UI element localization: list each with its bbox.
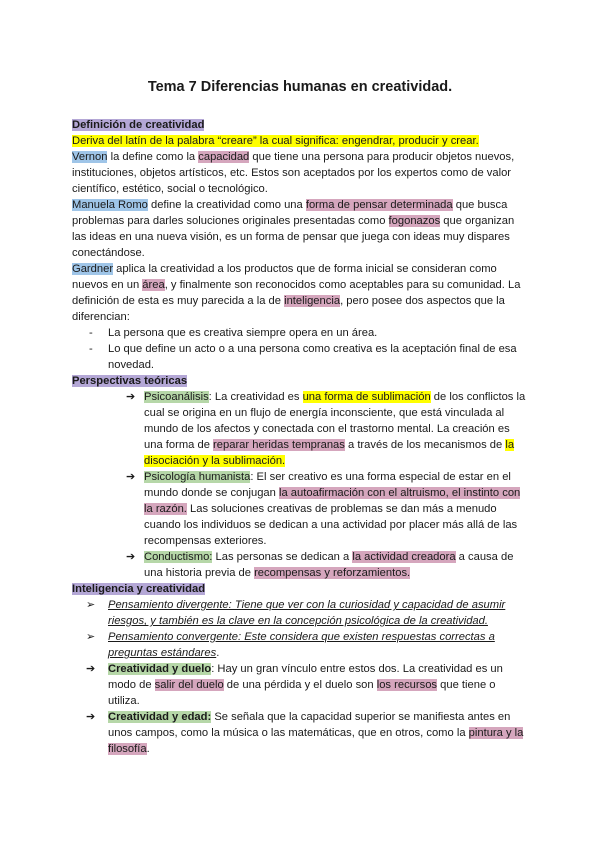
list-item-duelo: ➔ Creatividad y duelo: Hay un gran vínculo entre estos dos. La creatividad es un modo de salir del duelo de una pérdida y el duelo son los recursos que tiene o utiliza. <box>86 663 503 707</box>
keyword-area: área <box>142 279 165 291</box>
page-title: Tema 7 Diferencias humanas en creatividad. <box>147 79 453 95</box>
author-vernon: Vernon <box>72 151 108 163</box>
keyword-forma-pensar: forma de pensar determinada <box>305 199 453 211</box>
author-gardner: Gardner <box>72 263 114 275</box>
list-item: - Lo que define un acto o a una persona como creativa es la aceptación final de esa novedad. <box>89 343 517 371</box>
romo-paragraph: Manuela Romo define la creatividad como una forma de pensar determinada que busca problemas para darles soluciones originales presentadas como fogonazos que organizan las ideas en una nueva visión, es un forma de pensar que juega con ideas muy dispares conectándose. <box>72 199 515 259</box>
list-item-convergente: ➢ Pensamiento convergente: Este considera que existen respuestas correctas a preguntas estándares. <box>86 631 495 659</box>
keyword-inteligencia: inteligencia <box>284 295 341 307</box>
list-item: - La persona que es creativa siempre opera en un área. <box>89 327 378 339</box>
triangle-arrow-icon: ➢ <box>86 599 96 611</box>
arrow-icon: ➔ <box>126 471 136 483</box>
etymology-paragraph: Deriva del latín de la palabra “creare” la cual significa: engendrar, producir y crear. <box>72 135 479 147</box>
document-page <box>72 78 528 757</box>
section-heading-inteligencia: Inteligencia y creatividad <box>72 583 206 595</box>
arrow-icon: ➔ <box>86 711 96 723</box>
keyword-capacidad: capacidad <box>198 151 250 163</box>
gardner-paragraph: Gardner aplica la creatividad a los productos que de forma inicial se consideran como nuevos en un área, y finalmente son reconocidos como aceptables para su comunidad. La definición de esta es muy parecida a la de inteligencia, pero posee dos aspectos que la diferencian: <box>72 263 521 323</box>
list-item-conductismo: ➔ Conductismo: Las personas se dedican a la actividad creadora a causa de una historia previa de recompensas y reforzamientos. <box>126 551 514 579</box>
arrow-icon: ➔ <box>126 391 136 403</box>
triangle-arrow-icon: ➢ <box>86 631 96 643</box>
list-item-divergente: ➢ Pensamiento divergente: Tiene que ver con la curiosidad y capacidad de asumir riesgos, y también es la clave en la concepción psicológica de la creatividad. <box>86 599 506 627</box>
arrow-icon: ➔ <box>126 551 136 563</box>
author-romo: Manuela Romo <box>72 199 148 211</box>
section-heading-perspectivas: Perspectivas teóricas <box>72 375 188 387</box>
arrow-icon: ➔ <box>86 663 96 675</box>
section-heading-definicion: Definición de creatividad <box>72 119 205 131</box>
list-item-humanista: ➔ Psicología humanista: El ser creativo es una forma especial de estar en el mundo donde se conjugan la autoafirmación con el altruismo, el instinto con la razón. Las soluciones creativas de problemas se dan más a menudo cuando los individuos se dedican a una actividad por placer más allá de las recompensas exteriores. <box>126 471 521 547</box>
vernon-paragraph: Vernon la define como la capacidad que tiene una persona para producir objetos nuevos, instituciones, objetos artísticos, etc. Estos son aceptados por los expertos como de valor científico, estético, social o tecnológico. <box>72 151 515 195</box>
keyword-fogonazos: fogonazos <box>388 215 441 227</box>
list-item-psicoanalisis: ➔ Psicoanálisis: La creatividad es una forma de sublimación de los conflictos la cual se origina en un flujo de energía inconsciente, que está vinculada al mundo de los afectos y conectada con el trastorno mental. La creación es una forma de reparar heridas tempranas a través de los mecanismos de la disociación y la sublimación. <box>126 391 526 467</box>
list-item-edad: ➔ Creatividad y edad: Se señala que la capacidad superior se manifiesta antes en unos campos, como la música o las matemáticas, que en otros, como la pintura y la filosofía. <box>86 711 524 755</box>
